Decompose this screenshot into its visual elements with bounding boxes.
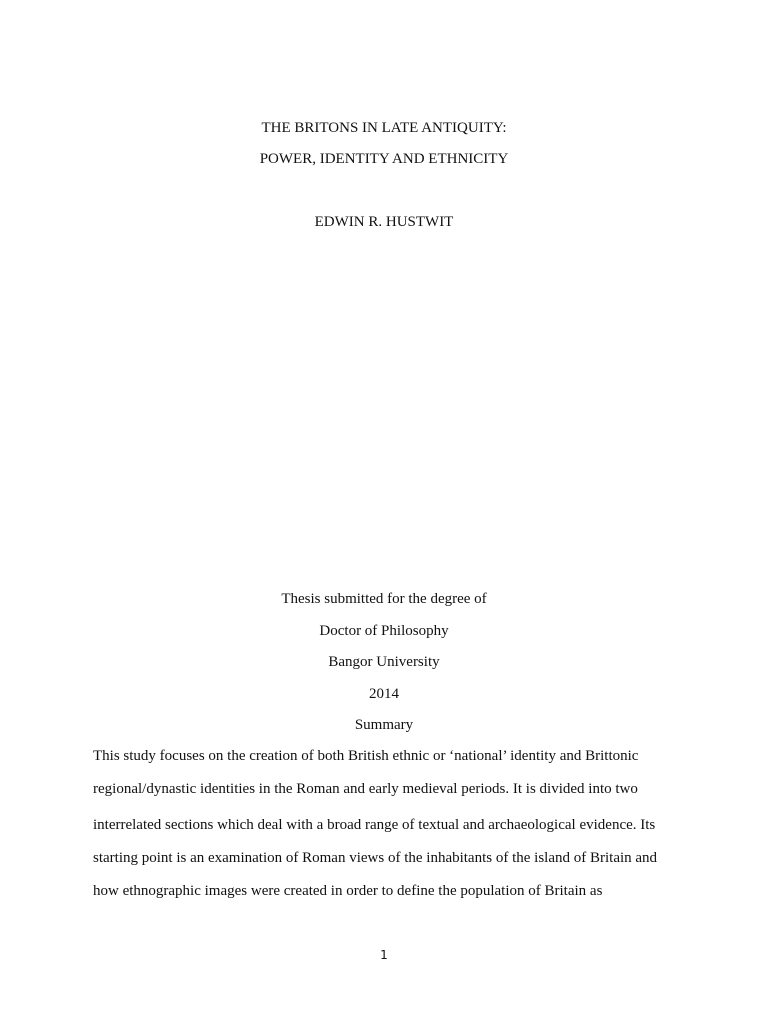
summary-line: how ethnographic images were created in order to define the population of Britain as bbox=[93, 883, 603, 899]
thesis-title-line-1: THE BRITONS IN LATE ANTIQUITY: bbox=[261, 120, 507, 136]
summary-line: This study focuses on the creation of both British ethnic or ‘national’ identity and Brittonic bbox=[93, 748, 639, 764]
page-number: 1 bbox=[380, 948, 388, 962]
degree-name: Doctor of Philosophy bbox=[319, 623, 449, 639]
summary-line: interrelated sections which deal with a broad range of textual and archaeological evidence. Its bbox=[93, 817, 656, 833]
summary-line: starting point is an examination of Roman views of the inhabitants of the island of Britain and bbox=[93, 850, 658, 866]
thesis-title-line-2: POWER, IDENTITY AND ETHNICITY bbox=[259, 151, 509, 167]
submission-year: 2014 bbox=[369, 686, 399, 702]
author-name: EDWIN R. HUSTWIT bbox=[314, 214, 454, 230]
summary-heading: Summary bbox=[354, 717, 414, 733]
submission-statement: Thesis submitted for the degree of bbox=[281, 591, 487, 607]
university-name: Bangor University bbox=[328, 654, 440, 670]
summary-line: regional/dynastic identities in the Roman and early medieval periods. It is divided into two bbox=[93, 781, 638, 797]
